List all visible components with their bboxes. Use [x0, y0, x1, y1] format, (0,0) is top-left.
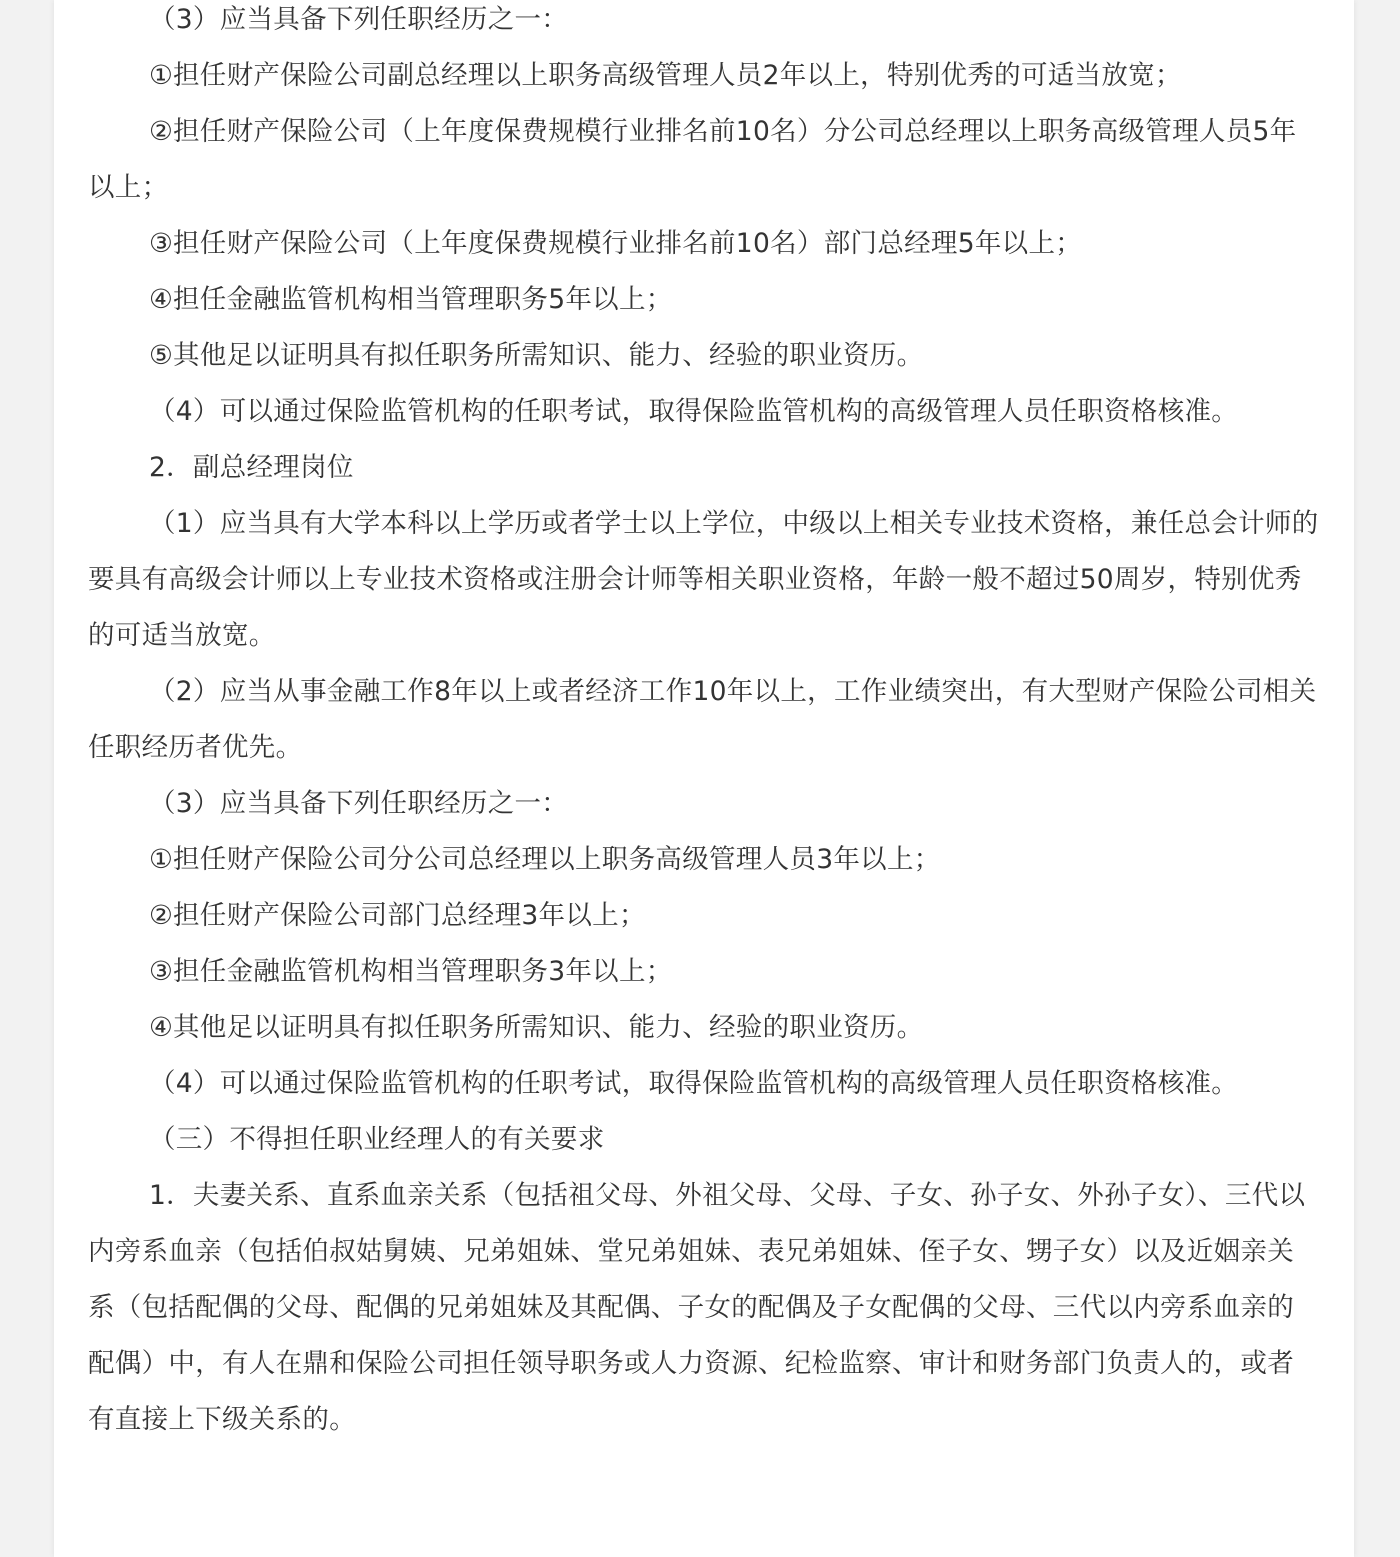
- paragraph-qualification-3: （3）应当具备下列任职经历之一：: [148, 4, 569, 35]
- list-item-deputy-experience-2: ②担任财产保险公司部门总经理3年以上；: [148, 900, 646, 931]
- list-item-experience-2: ②担任财产保险公司（上年度保费规模行业排名前10名）分公司总经理以上职务高级管理人员5年以上；: [88, 116, 1297, 203]
- list-item-experience-3: ③担任财产保险公司（上年度保费规模行业排名前10名）部门总经理5年以上；: [148, 228, 1083, 259]
- document-page: [54, 0, 1354, 1557]
- paragraph-deputy-req-1: （1）应当具有大学本科以上学历或者学士以上学位，中级以上相关专业技术资格，兼任总会计师的要具有高级会计师以上专业技术资格或注册会计师等相关职业资格，年龄一般不超过50周岁，特别优秀的可适当放宽。: [88, 508, 1319, 651]
- list-item-deputy-experience-3: ③担任金融监管机构相当管理职务3年以上；: [148, 956, 673, 987]
- list-item-deputy-experience-4: ④其他足以证明具有拟任职务所需知识、能力、经验的职业资历。: [148, 1012, 924, 1043]
- list-item-experience-4: ④担任金融监管机构相当管理职务5年以上；: [148, 284, 673, 315]
- paragraph-qualification-4: （4）可以通过保险监管机构的任职考试，取得保险监管机构的高级管理人员任职资格核准。: [148, 396, 1239, 427]
- list-item-experience-5: ⑤其他足以证明具有拟任职务所需知识、能力、经验的职业资历。: [148, 340, 924, 371]
- section-heading-restrictions: （三）不得担任职业经理人的有关要求: [148, 1124, 605, 1155]
- document-body: [88, 0, 1320, 1448]
- section-heading-deputy-gm: 2．副总经理岗位: [148, 452, 354, 483]
- paragraph-deputy-req-3: （3）应当具备下列任职经历之一：: [148, 788, 569, 819]
- paragraph-restriction-1: 1．夫妻关系、直系血亲关系（包括祖父母、外祖父母、父母、子女、孙子女、外孙子女）、三代以内旁系血亲（包括伯叔姑舅姨、兄弟姐妹、堂兄弟姐妹、表兄弟姐妹、侄子女、甥子女）以及近姻亲关系（包括配偶的父母、配偶的兄弟姐妹及其配偶、子女的配偶及子女配偶的父母、三代以内旁系血亲的配偶）中，有人在鼎和保险公司担任领导职务或人力资源、纪检监察、审计和财务部门负责人的，或者有直接上下级关系的。: [88, 1180, 1306, 1435]
- paragraph-deputy-req-2: （2）应当从事金融工作8年以上或者经济工作10年以上，工作业绩突出，有大型财产保险公司相关任职经历者优先。: [88, 676, 1317, 763]
- list-item-experience-1: ①担任财产保险公司副总经理以上职务高级管理人员2年以上，特别优秀的可适当放宽；: [148, 60, 1182, 91]
- list-item-deputy-experience-1: ①担任财产保险公司分公司总经理以上职务高级管理人员3年以上；: [148, 844, 941, 875]
- paragraph-deputy-req-4: （4）可以通过保险监管机构的任职考试，取得保险监管机构的高级管理人员任职资格核准。: [148, 1068, 1239, 1099]
